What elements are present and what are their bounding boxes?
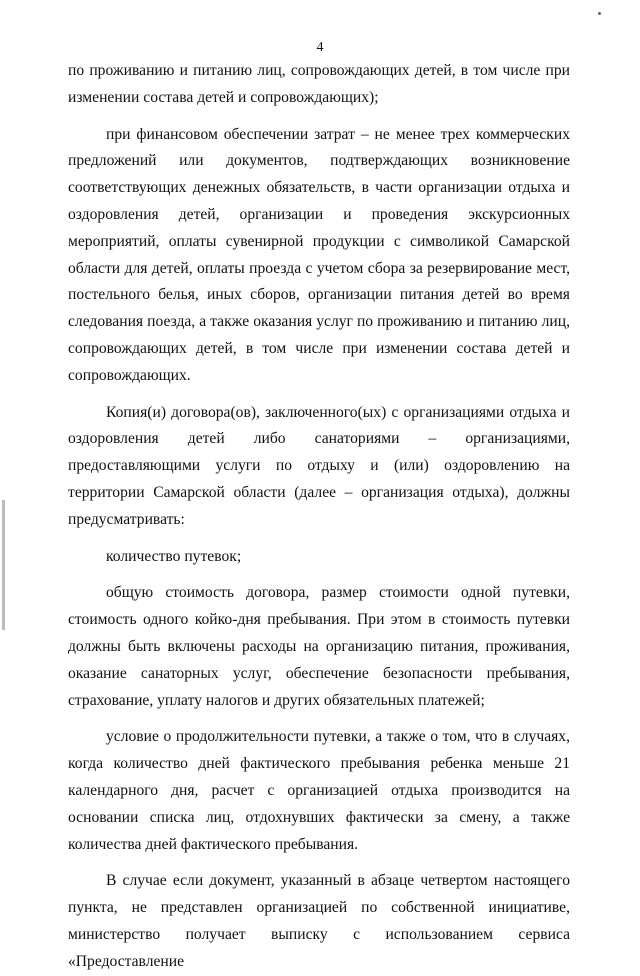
paragraph-financial-support: при финансовом обеспечении затрат – не менее трех коммерческих предложений или документов, подтверждающих возникновение соответствующих денежных обязательств, в части организации отдыха и оздоровления детей, организации и проведения экскурсионных мероприятий, оплаты сувенирной продукции с символикой Самарской области для детей, оплаты проезда с учетом сбора за резервирование мест, постельного белья, иных сборов, организации питания детей во время следования поезда, а также оказания услуг по проживанию и питанию лиц, сопровождающих детей, в том числе при изменении состава детей и сопровождающих. bbox=[68, 125, 570, 384]
paragraph-voucher-duration: условие о продолжительности путевки, а также о том, что в случаях, когда количество дней фактического пребывания ребенка меньше 21 календарного дня, расчет с организацией отдыха производится на основании списка лиц, отдохнувших фактически за смену, а также количества дней фактического пребывания. bbox=[68, 728, 570, 853]
scan-speck bbox=[598, 12, 601, 15]
paragraph-continuation: по проживанию и питанию лиц, сопровождающих детей, в том числе при изменении состава детей и сопровождающих); bbox=[68, 62, 570, 106]
paragraph-ministry-extract: В случае если документ, указанный в абзаце четвертом настоящего пункта, не представлен организацией по собственной инициативе, министерство получает выписку с использованием сервиса «Предоставление bbox=[68, 872, 570, 970]
paragraph-contract-cost: общую стоимость договора, размер стоимости одной путевки, стоимость одного койко-дня пребывания. При этом в стоимость путевки должны быть включены расходы на организацию питания, проживания, оказание санаторных услуг, обеспечение безопасности пребывания, страхование, уплату налогов и других обязательных платежей; bbox=[68, 584, 570, 709]
document-body bbox=[68, 58, 570, 976]
scan-edge-mark bbox=[2, 500, 5, 630]
paragraph-contract-copies: Копия(и) договора(ов), заключенного(ых) с организациями отдыха и оздоровления детей либо санаториями – организациями, предоставляющими услуги по отдыху и (или) оздоровлению на территории Самарской области (далее – организация отдыха), должны предусматривать: bbox=[68, 403, 570, 528]
page-number: 4 bbox=[316, 40, 324, 55]
paragraph-voucher-count: количество путевок; bbox=[106, 547, 242, 565]
